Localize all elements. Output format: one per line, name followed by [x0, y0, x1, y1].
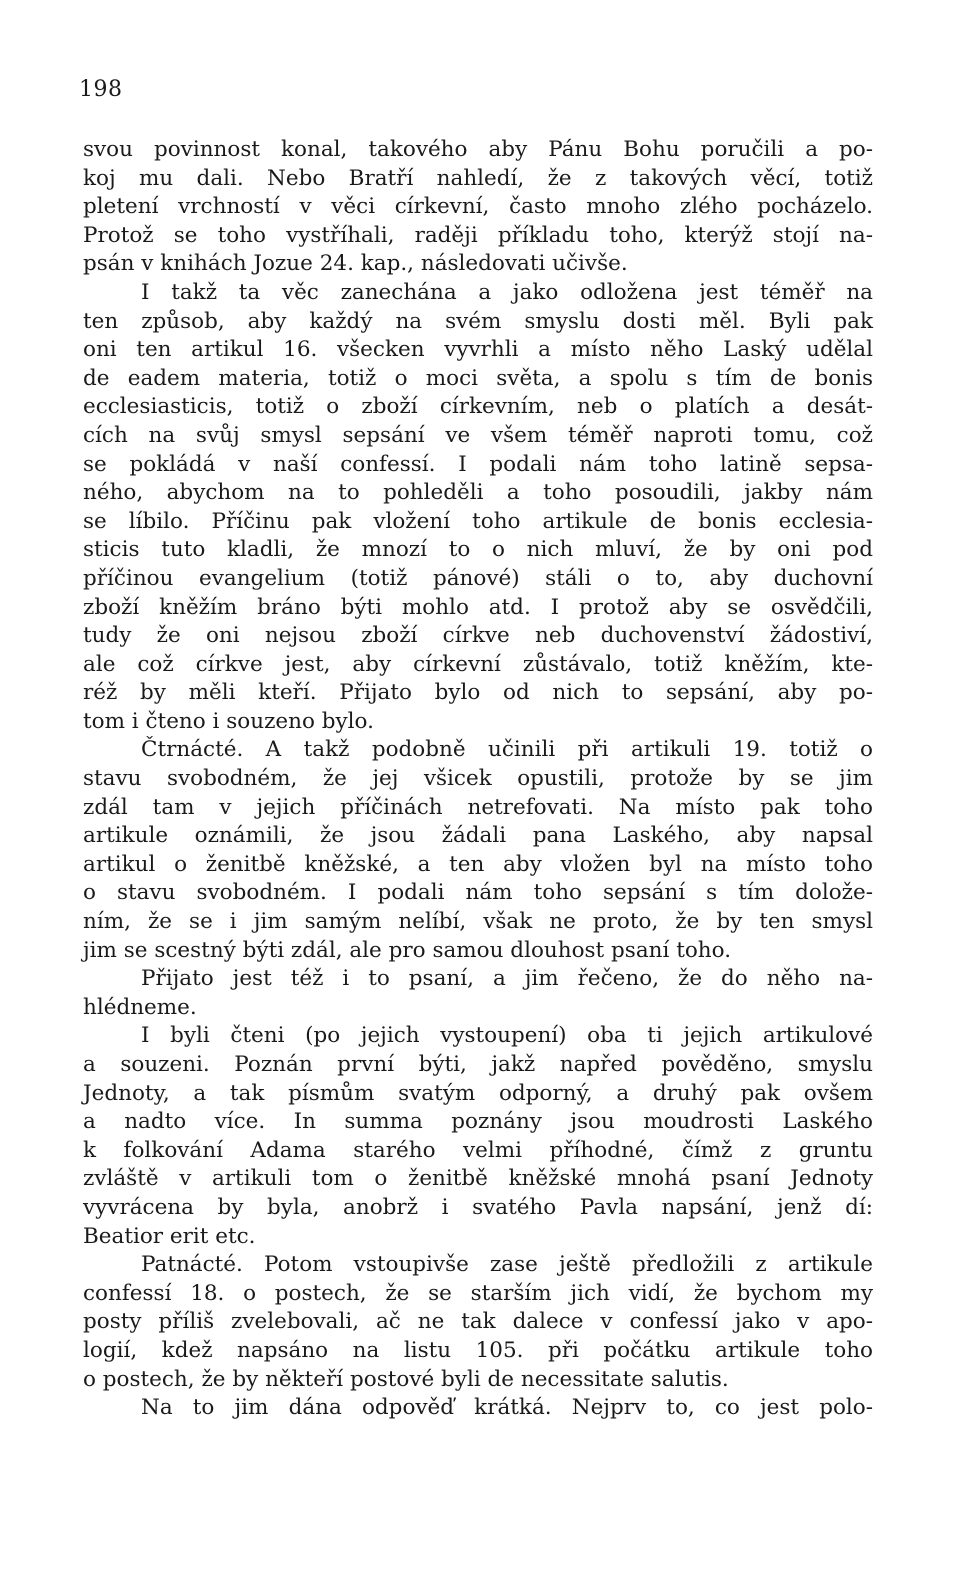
text-line: posty příliš zvelebovali, ač ne tak dalece v confessí jako v apo-	[83, 1309, 873, 1335]
text-line: réž by měli kteří. Přijato bylo od nich to sepsání, aby po-	[83, 680, 873, 706]
text-line: zvláště v artikuli tom o ženitbě kněžské mnohá psaní Jednoty	[83, 1166, 873, 1192]
page-number: 198	[79, 77, 123, 102]
text-line: vyvrácena by byla, anobrž i svatého Pavla napsání, jenž dí:	[83, 1194, 873, 1220]
text-line: svou povinnost konal, takového aby Pánu Bohu poručili a po-	[83, 137, 873, 162]
text-line: o stavu svobodném. I podali nám toho sepsání s tím dolože-	[83, 880, 873, 906]
text-line: jim se scestný býti zdál, ale pro samou dlouhost psaní toho.	[83, 937, 732, 963]
text-line: Přijato jest též i to psaní, a jim řečeno, že do něho na-	[141, 966, 873, 992]
text-line: se pokládá v naší confessí. I podali nám toho latině sepsa-	[83, 451, 873, 477]
text-line: artikul o ženitbě kněžské, a ten aby vložen byl na místo toho	[83, 851, 873, 877]
text-line: Čtrnácté. A takž podobně učinili při artikuli 19. totiž o	[141, 737, 873, 763]
text-line: hlédneme.	[83, 994, 197, 1020]
text-line: oni ten artikul 16. všecken vyvrhli a místo něho Laský udělal	[83, 337, 873, 363]
text-line: I takž ta věc zanechána a jako odložena jest téměř na	[141, 279, 873, 305]
text-line: artikule oznámili, že jsou žádali pana Laského, aby napsal	[83, 823, 873, 849]
text-line: ale což církve jest, aby církevní zůstávalo, totiž kněžím, kte-	[83, 651, 873, 677]
text-line: Na to jim dána odpověď krátká. Nejprv to, co jest polo-	[141, 1395, 873, 1421]
text-line: tom i čteno i souzeno bylo.	[83, 708, 374, 734]
text-line: zdál tam v jejich příčinách netrefovati. Na místo pak toho	[83, 794, 873, 820]
text-line: koj mu dali. Nebo Bratří nahledí, že z takových věcí, totiž	[83, 165, 873, 191]
text-line: k folkování Adama starého velmi příhodné, čímž z gruntu	[83, 1137, 873, 1163]
text-line: ním, že se i jim samým nelíbí, však ne proto, že by ten smysl	[83, 909, 873, 935]
text-line: zboží kněžím bráno býti mohlo atd. I protož aby se osvědčili,	[83, 594, 873, 620]
text-line: de eadem materia, totiž o moci světa, a spolu s tím de bonis	[83, 365, 873, 391]
text-line: a nadto více. In summa poznány jsou moudrosti Laského	[83, 1109, 873, 1135]
text-line: logií, kdež napsáno na listu 105. při počátku artikule toho	[83, 1337, 873, 1363]
text-line: o postech, že by někteří postové byli de necessitate salutis.	[83, 1366, 729, 1392]
text-line: ného, abychom na to pohleděli a toho posoudili, jakby nám	[83, 480, 873, 506]
text-line: Protož se toho vystříhali, raději příkladu toho, kterýž stojí na-	[83, 222, 873, 248]
text-line: Beatior erit etc.	[83, 1223, 256, 1249]
text-line: cích na svůj smysl sepsání ve všem téměř naproti tomu, což	[83, 422, 873, 448]
text-line: a souzeni. Poznán první býti, jakž napřed pověděno, smyslu	[83, 1052, 873, 1077]
text-line: ten způsob, aby každý na svém smyslu dosti měl. Byli pak	[83, 308, 873, 334]
text-line: psán v knihách Jozue 24. kap., následovati učivše.	[83, 251, 628, 277]
text-line: I byli čteni (po jejich vystoupení) oba ti jejich artikulové	[141, 1023, 873, 1049]
text-line: pletení vrchností v věci církevní, často mnoho zlého pocházelo.	[83, 194, 873, 220]
text-line: tudy že oni nejsou zboží církve neb duchovenství žádostiví,	[83, 623, 873, 649]
text-line: stavu svobodném, že jej všicek opustili, protože by se jim	[83, 766, 873, 792]
text-line: příčinou evangelium (totiž pánové) stáli o to, aby duchovní	[83, 565, 873, 591]
body-text	[83, 136, 873, 1423]
text-line: ecclesiasticis, totiž o zboží církevním, neb o platích a desát-	[83, 394, 873, 420]
text-line: se líbilo. Příčinu pak vložení toho artikule de bonis ecclesia-	[83, 508, 873, 534]
text-line: Patnácté. Potom vstoupivše zase ještě předložili z artikule	[141, 1252, 873, 1278]
text-line: Jednoty, a tak písmům svatým odporný, a druhý pak ovšem	[83, 1080, 873, 1106]
text-line: sticis tuto kladli, že mnozí to o nich mluví, že by oni pod	[83, 537, 873, 563]
text-line: confessí 18. o postech, že se starším jich vidí, že bychom my	[83, 1280, 873, 1306]
